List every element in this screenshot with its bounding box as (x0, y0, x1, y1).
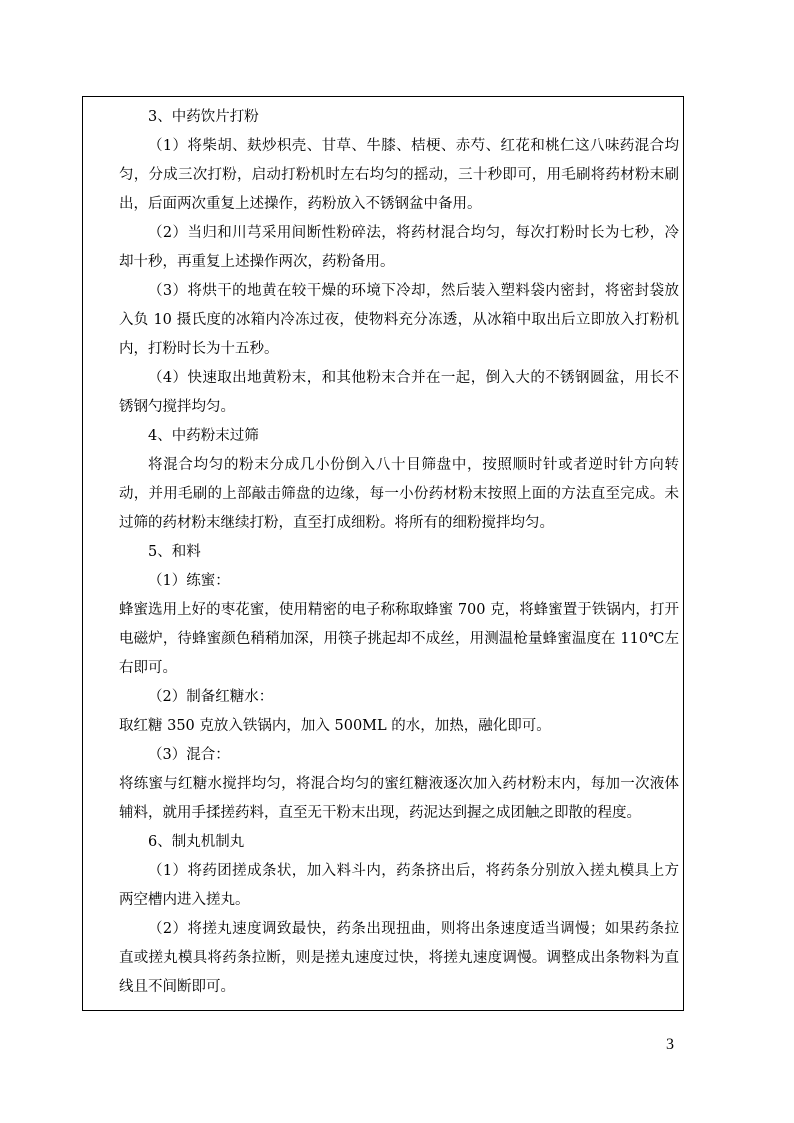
section-heading: 3、中药饮片打粉 (148, 109, 259, 125)
subsection-heading: （1）练蜜： (148, 573, 230, 589)
paragraph: （1）将药团搓成条状，加入料斗内，药条挤出后，将药条分别放入搓丸模具上方两空槽内进入搓丸。 (119, 863, 679, 908)
paragraph: 蜂蜜选用上好的枣花蜜，使用精密的电子称称取蜂蜜 700 克，将蜂蜜置于铁锅内，打开电磁炉，待蜂蜜颜色稍稍加深，用筷子挑起却不成丝，用测温枪量蜂蜜温度在 110℃左右即可。 (119, 602, 679, 676)
section-heading: 6、制丸机制丸 (148, 834, 245, 850)
paragraph: 将练蜜与红糖水搅拌均匀，将混合均匀的蜜红糖液逐次加入药材粉末内，每加一次液体辅料，就用手揉搓药料，直至无干粉末出现，药泥达到握之成团触之即散的程度。 (119, 776, 679, 821)
content-frame (82, 96, 684, 1011)
page-number: 3 (666, 1036, 674, 1053)
paragraph: （4）快速取出地黄粉末，和其他粉末合并在一起，倒入大的不锈钢圆盆，用长不锈钢勺搅拌均匀。 (119, 370, 679, 415)
paragraph: 将混合均匀的粉末分成几小份倒入八十目筛盘中，按照顺时针或者逆时针方向转动，并用毛刷的上部敲击筛盘的边缘，每一小份药材粉末按照上面的方法直至完成。未过筛的药材粉末继续打粉，直至打成细粉。将所有的细粉搅拌均匀。 (119, 457, 679, 531)
subsection-heading: （2）制备红糖水： (148, 689, 274, 705)
paragraph: 取红糖 350 克放入铁锅内，加入 500ML 的水，加热，融化即可。 (119, 718, 551, 734)
section-heading: 5、和料 (148, 544, 201, 560)
subsection-heading: （3）混合： (148, 747, 230, 763)
document-body (119, 97, 679, 1002)
paragraph: （1）将柴胡、麸炒枳壳、甘草、牛膝、桔梗、赤芍、红花和桃仁这八味药混合均匀，分成三次打粉，启动打粉机时左右均匀的摇动，三十秒即可，用毛刷将药材粉末刷出，后面两次重复上述操作，药粉放入不锈钢盆中备用。 (119, 138, 679, 212)
paragraph: （3）将烘干的地黄在较干燥的环境下冷却，然后装入塑料袋内密封，将密封袋放入负 10 摄氏度的冰箱内冷冻过夜，使物料充分冻透，从冰箱中取出后立即放入打粉机内，打粉时长为十五秒。 (119, 283, 679, 357)
paragraph: （2）将搓丸速度调致最快，药条出现扭曲，则将出条速度适当调慢；如果药条拉直或搓丸模具将药条拉断，则是搓丸速度过快，将搓丸速度调慢。调整成出条物料为直线且不间断即可。 (119, 921, 679, 995)
paragraph: （2）当归和川芎采用间断性粉碎法，将药材混合均匀，每次打粉时长为七秒，冷却十秒，再重复上述操作两次，药粉备用。 (119, 225, 679, 270)
section-heading: 4、中药粉末过筛 (148, 428, 259, 444)
